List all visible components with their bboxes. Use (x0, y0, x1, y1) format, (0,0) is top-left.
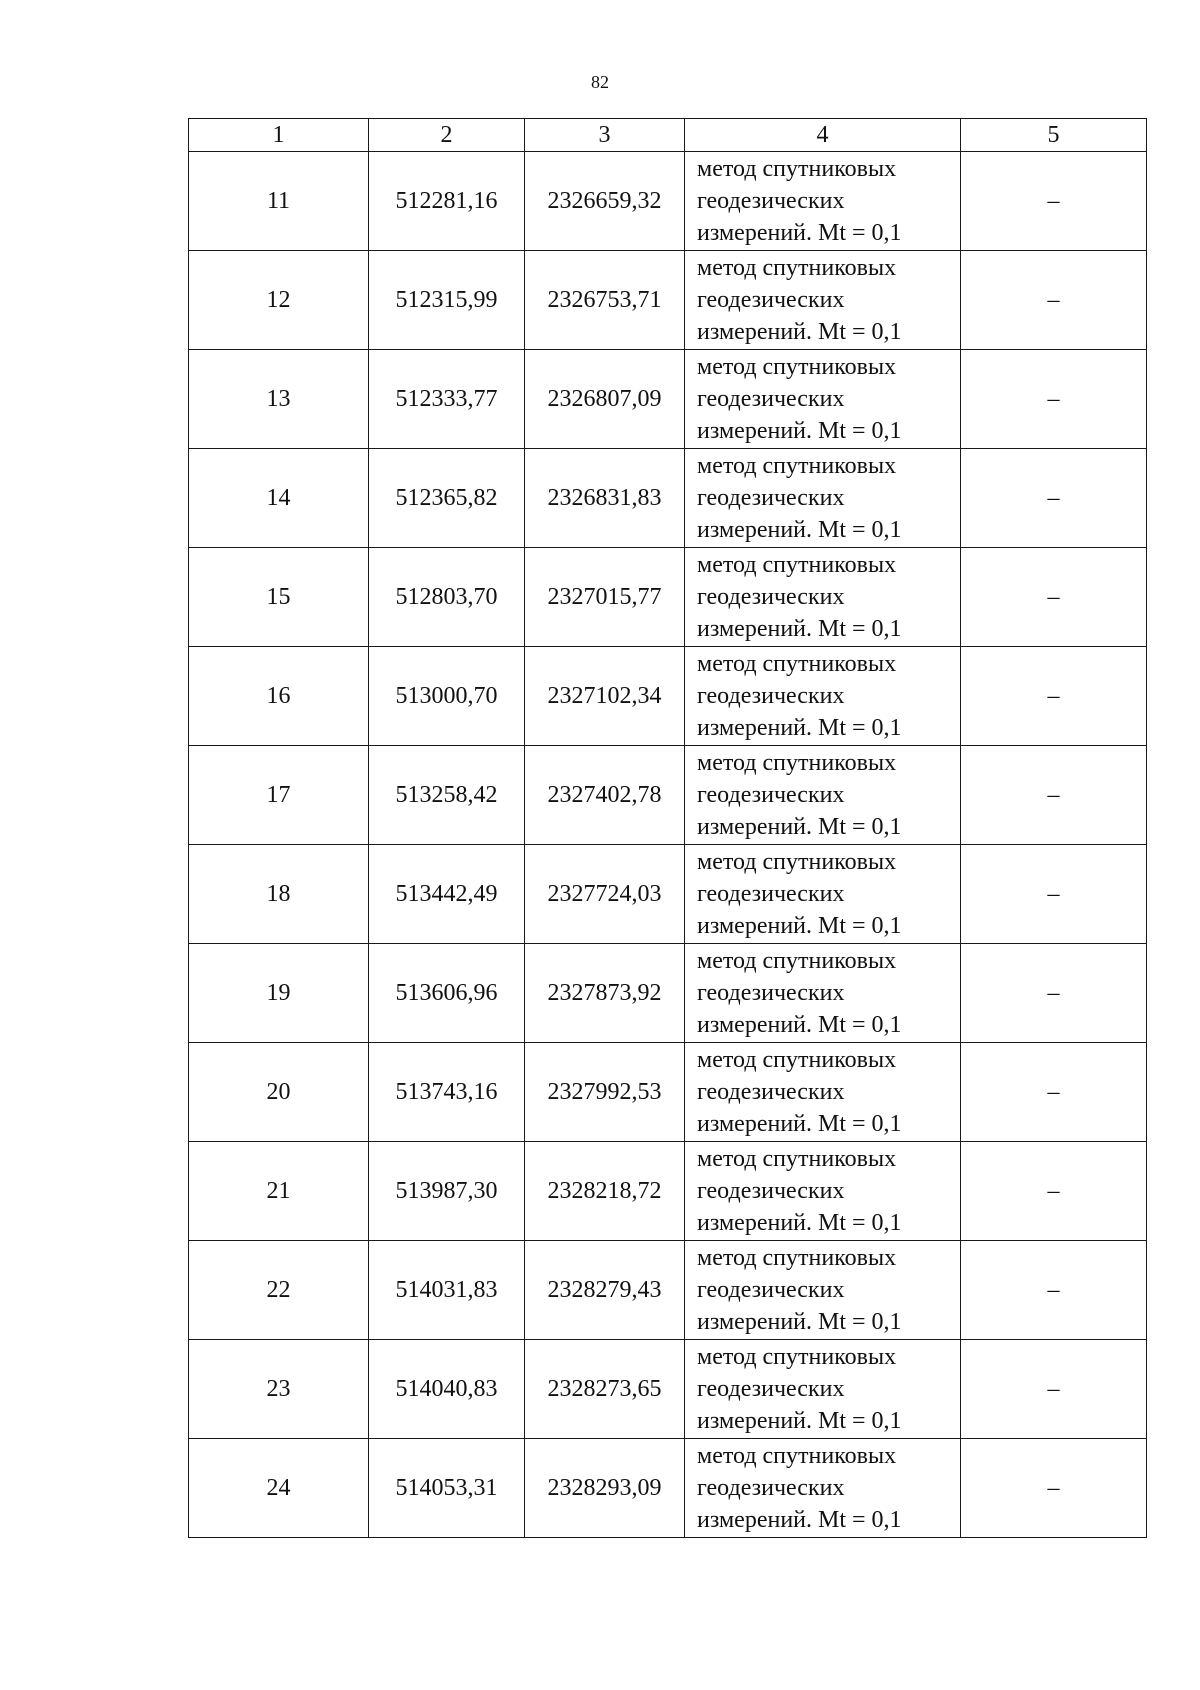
method-line: метод спутниковых (697, 1443, 897, 1469)
method-line: метод спутниковых (697, 651, 897, 677)
y-coordinate-cell: 2326831,83 (525, 449, 685, 548)
method-cell (685, 251, 961, 350)
method-cell (685, 845, 961, 944)
x-coordinate-cell: 512333,77 (369, 350, 525, 449)
method-line: метод спутниковых (697, 156, 897, 182)
method-line: метод спутниковых (697, 849, 897, 875)
point-number-cell: 12 (189, 251, 369, 350)
method-line: измерений. Mt = 0,1 (697, 1012, 902, 1038)
table-row (189, 350, 1147, 449)
method-line: измерений. Mt = 0,1 (697, 913, 902, 939)
table-body (189, 152, 1147, 1538)
y-coordinate-cell: 2328218,72 (525, 1142, 685, 1241)
method-line: измерений. Mt = 0,1 (697, 220, 902, 246)
table-row (189, 1241, 1147, 1340)
x-coordinate-cell: 513000,70 (369, 647, 525, 746)
point-number-cell: 20 (189, 1043, 369, 1142)
y-coordinate-cell: 2328273,65 (525, 1340, 685, 1439)
note-cell: – (961, 647, 1147, 746)
point-number-cell: 24 (189, 1439, 369, 1538)
header-col-1: 1 (189, 119, 369, 152)
note-cell: – (961, 449, 1147, 548)
note-cell: – (961, 350, 1147, 449)
method-line: измерений. Mt = 0,1 (697, 715, 902, 741)
method-line: метод спутниковых (697, 1047, 897, 1073)
note-cell: – (961, 944, 1147, 1043)
x-coordinate-cell: 514053,31 (369, 1439, 525, 1538)
note-cell: – (961, 1340, 1147, 1439)
table-row (189, 944, 1147, 1043)
method-cell (685, 944, 961, 1043)
method-line: измерений. Mt = 0,1 (697, 418, 902, 444)
table-row (189, 449, 1147, 548)
coordinates-table (188, 118, 1147, 1538)
x-coordinate-cell: 512365,82 (369, 449, 525, 548)
note-cell: – (961, 1241, 1147, 1340)
method-line: метод спутниковых (697, 1146, 897, 1172)
method-line: геодезических (697, 188, 845, 214)
method-cell (685, 746, 961, 845)
method-cell (685, 1142, 961, 1241)
method-line: метод спутниковых (697, 948, 897, 974)
method-line: геодезических (697, 287, 845, 313)
method-cell (685, 1241, 961, 1340)
method-line: геодезических (697, 881, 845, 907)
table-row (189, 548, 1147, 647)
table-row (189, 746, 1147, 845)
note-cell: – (961, 548, 1147, 647)
page-number: 82 (591, 72, 609, 92)
x-coordinate-cell: 513258,42 (369, 746, 525, 845)
y-coordinate-cell: 2327402,78 (525, 746, 685, 845)
table-row (189, 251, 1147, 350)
method-line: метод спутниковых (697, 453, 897, 479)
point-number-cell: 17 (189, 746, 369, 845)
point-number-cell: 11 (189, 152, 369, 251)
x-coordinate-cell: 514040,83 (369, 1340, 525, 1439)
method-line: геодезических (697, 584, 845, 610)
table-row (189, 1439, 1147, 1538)
point-number-cell: 23 (189, 1340, 369, 1439)
y-coordinate-cell: 2327992,53 (525, 1043, 685, 1142)
x-coordinate-cell: 514031,83 (369, 1241, 525, 1340)
method-line: геодезических (697, 485, 845, 511)
method-line: измерений. Mt = 0,1 (697, 1507, 902, 1533)
method-line: геодезических (697, 980, 845, 1006)
method-line: измерений. Mt = 0,1 (697, 1408, 902, 1434)
method-line: метод спутниковых (697, 255, 897, 281)
point-number-cell: 19 (189, 944, 369, 1043)
x-coordinate-cell: 513987,30 (369, 1142, 525, 1241)
point-number-cell: 18 (189, 845, 369, 944)
method-cell (685, 647, 961, 746)
method-cell (685, 1043, 961, 1142)
y-coordinate-cell: 2328293,09 (525, 1439, 685, 1538)
method-line: геодезических (697, 1079, 845, 1105)
method-line: измерений. Mt = 0,1 (697, 319, 902, 345)
header-col-3: 3 (525, 119, 685, 152)
method-line: геодезических (697, 1178, 845, 1204)
point-number-cell: 22 (189, 1241, 369, 1340)
x-coordinate-cell: 513442,49 (369, 845, 525, 944)
method-line: геодезических (697, 1277, 845, 1303)
note-cell: – (961, 845, 1147, 944)
method-line: метод спутниковых (697, 1344, 897, 1370)
point-number-cell: 15 (189, 548, 369, 647)
point-number-cell: 16 (189, 647, 369, 746)
y-coordinate-cell: 2327015,77 (525, 548, 685, 647)
header-col-4: 4 (685, 119, 961, 152)
x-coordinate-cell: 512281,16 (369, 152, 525, 251)
point-number-cell: 21 (189, 1142, 369, 1241)
note-cell: – (961, 251, 1147, 350)
method-cell (685, 152, 961, 251)
method-line: измерений. Mt = 0,1 (697, 616, 902, 642)
method-cell (685, 1439, 961, 1538)
note-cell: – (961, 746, 1147, 845)
header-col-5: 5 (961, 119, 1147, 152)
y-coordinate-cell: 2327102,34 (525, 647, 685, 746)
y-coordinate-cell: 2328279,43 (525, 1241, 685, 1340)
header-row (189, 119, 1147, 152)
method-cell (685, 350, 961, 449)
table-row (189, 1340, 1147, 1439)
x-coordinate-cell: 513743,16 (369, 1043, 525, 1142)
table-row (189, 1142, 1147, 1241)
method-line: измерений. Mt = 0,1 (697, 1111, 902, 1137)
method-line: геодезических (697, 1475, 845, 1501)
table-row (189, 1043, 1147, 1142)
method-line: измерений. Mt = 0,1 (697, 1309, 902, 1335)
point-number-cell: 14 (189, 449, 369, 548)
x-coordinate-cell: 512803,70 (369, 548, 525, 647)
header-col-2: 2 (369, 119, 525, 152)
method-line: измерений. Mt = 0,1 (697, 517, 902, 543)
point-number-cell: 13 (189, 350, 369, 449)
method-cell (685, 449, 961, 548)
method-line: метод спутниковых (697, 354, 897, 380)
method-cell (685, 548, 961, 647)
y-coordinate-cell: 2326659,32 (525, 152, 685, 251)
method-line: геодезических (697, 1376, 845, 1402)
x-coordinate-cell: 513606,96 (369, 944, 525, 1043)
method-line: метод спутниковых (697, 750, 897, 776)
table-row (189, 152, 1147, 251)
method-line: измерений. Mt = 0,1 (697, 1210, 902, 1236)
y-coordinate-cell: 2326807,09 (525, 350, 685, 449)
method-line: метод спутниковых (697, 552, 897, 578)
method-line: геодезических (697, 386, 845, 412)
note-cell: – (961, 1439, 1147, 1538)
note-cell: – (961, 152, 1147, 251)
method-line: геодезических (697, 782, 845, 808)
method-line: геодезических (697, 683, 845, 709)
x-coordinate-cell: 512315,99 (369, 251, 525, 350)
table-row (189, 845, 1147, 944)
y-coordinate-cell: 2327873,92 (525, 944, 685, 1043)
y-coordinate-cell: 2326753,71 (525, 251, 685, 350)
note-cell: – (961, 1043, 1147, 1142)
y-coordinate-cell: 2327724,03 (525, 845, 685, 944)
note-cell: – (961, 1142, 1147, 1241)
method-cell (685, 1340, 961, 1439)
table-row (189, 647, 1147, 746)
method-line: метод спутниковых (697, 1245, 897, 1271)
method-line: измерений. Mt = 0,1 (697, 814, 902, 840)
